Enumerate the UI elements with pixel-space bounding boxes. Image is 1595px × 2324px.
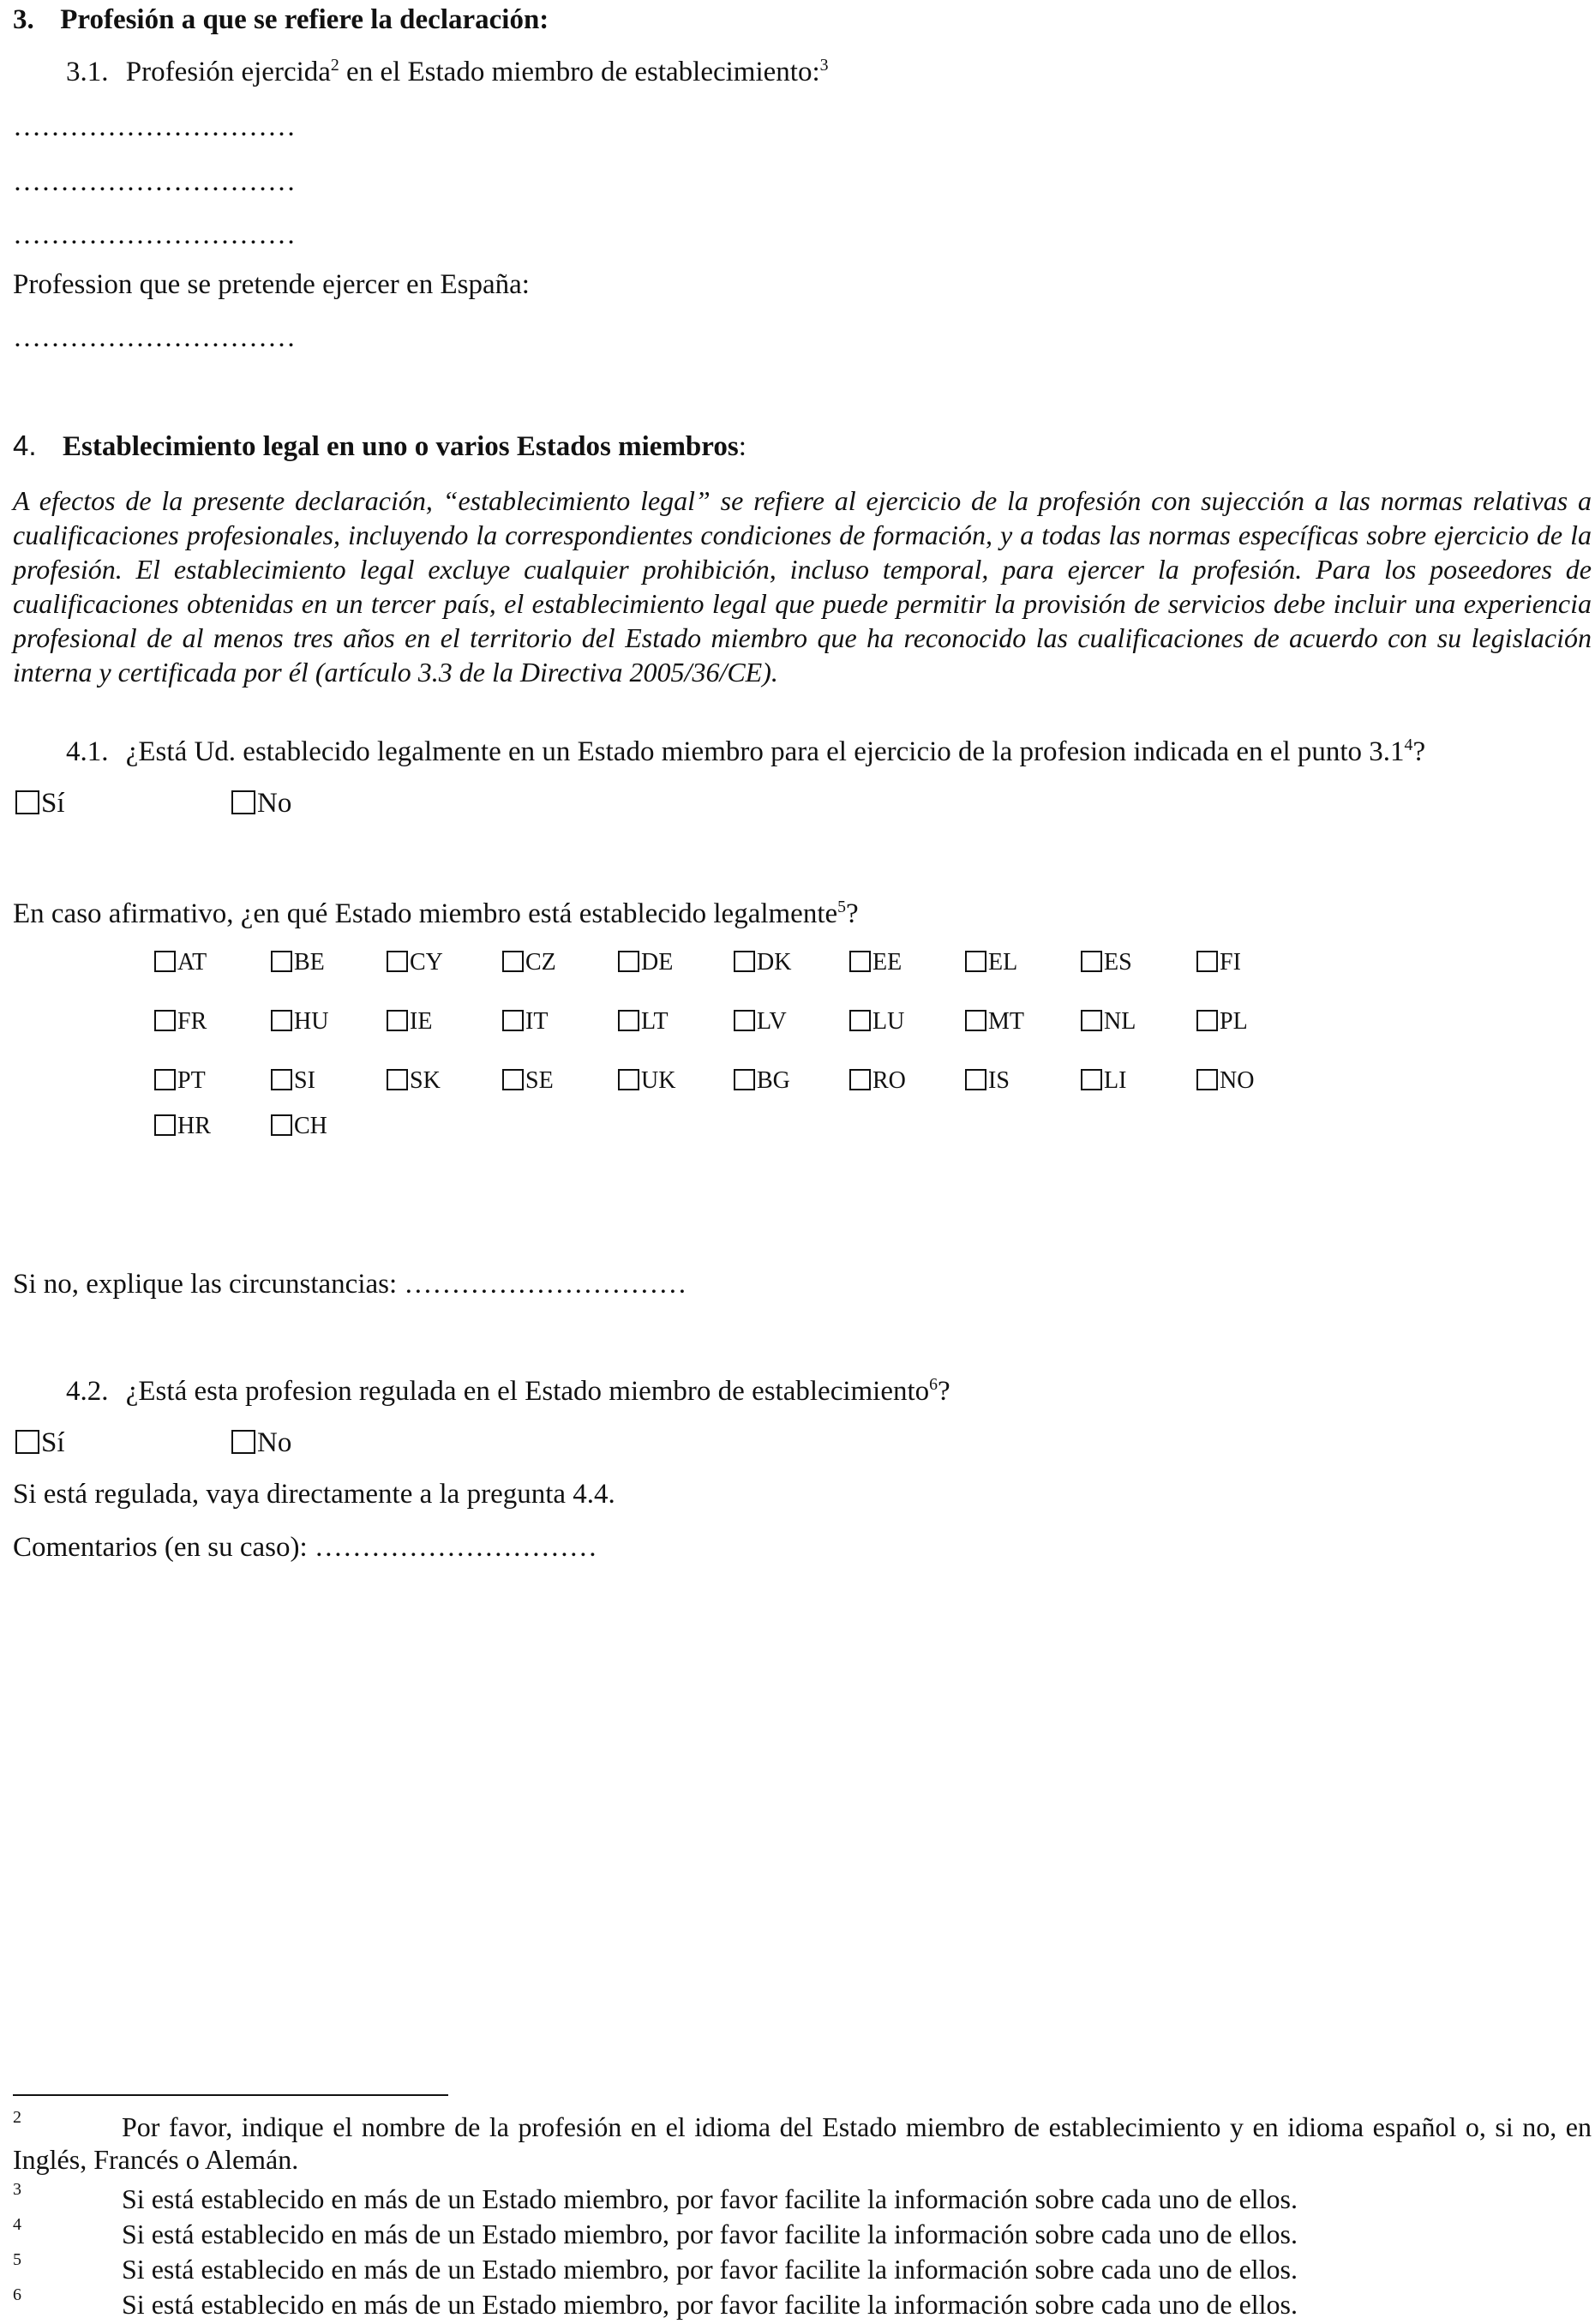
country-checkbox-hu[interactable] xyxy=(271,1010,292,1031)
country-option-it[interactable] xyxy=(502,1007,548,1036)
country-label-fr: FR xyxy=(177,1008,207,1035)
footnote-5 xyxy=(13,2250,1592,2285)
question-3-1 xyxy=(66,55,829,89)
country-option-no[interactable] xyxy=(1196,1066,1254,1096)
country-option-ie[interactable] xyxy=(387,1007,432,1036)
comments-field[interactable]: Comentarios (en su caso): ………………………… xyxy=(13,1532,597,1563)
country-option-de[interactable] xyxy=(618,948,673,977)
country-checkbox-es[interactable] xyxy=(1081,951,1102,972)
country-checkbox-dk[interactable] xyxy=(734,951,755,972)
footnote-3-text: Si está establecido en más de un Estado miembro, por favor facilite la información sobre cada uno de ellos. xyxy=(122,2183,1298,2214)
country-option-pt[interactable] xyxy=(154,1066,206,1096)
country-checkbox-cy[interactable] xyxy=(387,951,408,972)
country-checkbox-cz[interactable] xyxy=(502,951,524,972)
footnote-ref-3: 3 xyxy=(819,56,829,75)
country-option-uk[interactable] xyxy=(618,1066,675,1096)
country-checkbox-el[interactable] xyxy=(965,951,986,972)
country-checkbox-pl[interactable] xyxy=(1196,1010,1218,1031)
country-label-lv: LV xyxy=(757,1008,787,1035)
country-checkbox-ee[interactable] xyxy=(849,951,871,972)
country-checkbox-is[interactable] xyxy=(965,1069,986,1090)
country-label-nl: NL xyxy=(1104,1008,1136,1035)
country-option-pl[interactable] xyxy=(1196,1007,1248,1036)
affirmative-question: En caso afirmativo, ¿en qué Estado miembro está establecido legalmente$^5$? xyxy=(13,898,859,929)
country-checkbox-lv[interactable] xyxy=(734,1010,755,1031)
country-label-fi: FI xyxy=(1220,949,1241,976)
q42-no-option[interactable] xyxy=(231,1426,291,1460)
country-label-ro: RO xyxy=(872,1067,906,1094)
country-label-ee: EE xyxy=(872,949,902,976)
question-3-1-number: 3.1. xyxy=(66,57,109,87)
country-option-hr[interactable] xyxy=(154,1112,211,1141)
country-checkbox-se[interactable] xyxy=(502,1069,524,1090)
country-label-uk: UK xyxy=(641,1067,676,1094)
footnote-2-number: 2 xyxy=(13,2108,21,2127)
country-option-lv[interactable] xyxy=(734,1007,787,1036)
question-3-1-text: Profesión ejercida xyxy=(125,57,331,87)
country-label-li: LI xyxy=(1104,1067,1127,1094)
country-checkbox-sk[interactable] xyxy=(387,1069,408,1090)
profession-field-line-2[interactable]: ………………………… xyxy=(13,166,296,197)
q42-no-label: No xyxy=(257,1427,292,1458)
country-checkbox-li[interactable] xyxy=(1081,1069,1102,1090)
q41-yes-option[interactable] xyxy=(15,786,65,820)
country-label-lu: LU xyxy=(872,1008,905,1035)
profession-field-line-1[interactable]: ………………………… xyxy=(13,111,296,142)
footnote-3 xyxy=(13,2180,1592,2215)
country-checkbox-no[interactable] xyxy=(1196,1069,1218,1090)
country-option-at[interactable] xyxy=(154,948,207,977)
country-option-es[interactable] xyxy=(1081,948,1132,977)
country-option-fr[interactable] xyxy=(154,1007,207,1036)
country-option-ee[interactable] xyxy=(849,948,902,977)
country-checkbox-pt[interactable] xyxy=(154,1069,176,1090)
country-label-hr: HR xyxy=(177,1113,211,1139)
country-label-sk: SK xyxy=(410,1067,441,1094)
q42-no-checkbox[interactable] xyxy=(231,1430,255,1454)
country-option-dk[interactable] xyxy=(734,948,791,977)
section-4-colon: : xyxy=(738,431,747,462)
footnote-6 xyxy=(13,2285,1592,2321)
country-checkbox-ro[interactable] xyxy=(849,1069,871,1090)
section-4-heading xyxy=(13,429,747,464)
question-4-1: 4.1. ¿Está Ud. establecido legalmente en un Estado miembro para el ejercicio de la profesion indicada en el punto $3.1^4$? xyxy=(66,736,1426,767)
footnote-6-text: Si está establecido en más de un Estado miembro, por favor facilite la información sobre cada uno de ellos. xyxy=(122,2289,1298,2320)
country-label-at: AT xyxy=(177,949,207,976)
footnote-4 xyxy=(13,2215,1592,2250)
country-option-fi[interactable] xyxy=(1196,948,1241,977)
footnote-ref-4: 4 xyxy=(1404,736,1413,754)
section-4-title: Establecimiento legal en uno o varios Estados miembros xyxy=(63,431,739,462)
footnote-5-number: 5 xyxy=(13,2250,21,2269)
country-option-ro[interactable] xyxy=(849,1066,906,1096)
country-checkbox-it[interactable] xyxy=(502,1010,524,1031)
country-option-hu[interactable] xyxy=(271,1007,328,1036)
footnote-2-text: Por favor, indique el nombre de la profesión en el idioma del Estado miembro de establecimiento y en idioma español o, si no, en Inglés, Francés o Alemán. xyxy=(13,2111,1592,2175)
country-option-si[interactable] xyxy=(271,1066,315,1096)
country-checkbox-fi[interactable] xyxy=(1196,951,1218,972)
country-label-pt: PT xyxy=(177,1067,206,1094)
country-option-cy[interactable] xyxy=(387,948,443,977)
q41-yes-label: Sí xyxy=(41,788,65,819)
country-checkbox-si[interactable] xyxy=(271,1069,292,1090)
q41-no-checkbox[interactable] xyxy=(231,790,255,814)
country-option-bg[interactable] xyxy=(734,1066,790,1096)
country-checkbox-mt[interactable] xyxy=(965,1010,986,1031)
country-label-ch: CH xyxy=(294,1113,327,1139)
footnote-6-number: 6 xyxy=(13,2285,21,2304)
footnote-4-number: 4 xyxy=(13,2215,21,2234)
q42-yes-label: Sí xyxy=(41,1427,65,1458)
country-option-cz[interactable] xyxy=(502,948,556,977)
section-3-heading xyxy=(13,3,549,37)
country-label-ie: IE xyxy=(410,1008,433,1035)
country-option-el[interactable] xyxy=(965,948,1017,977)
footnote-2 xyxy=(13,2108,1592,2176)
country-label-cy: CY xyxy=(410,949,443,976)
footnote-ref-6: 6 xyxy=(929,1375,938,1394)
country-label-de: DE xyxy=(641,949,674,976)
section-3-title: Profesión a que se refiere la declaración: xyxy=(60,4,549,35)
country-checkbox-ie[interactable] xyxy=(387,1010,408,1031)
country-label-lt: LT xyxy=(641,1008,669,1035)
country-label-no: NO xyxy=(1220,1067,1255,1094)
footnote-4-text: Si está establecido en más de un Estado miembro, por favor facilite la información sobre cada uno de ellos. xyxy=(122,2219,1298,2249)
q41-no-option[interactable] xyxy=(231,786,291,820)
footnote-separator xyxy=(13,2094,448,2096)
q41-yes-checkbox[interactable] xyxy=(15,790,39,814)
affirmative-question-text: En caso afirmativo, ¿en qué Estado miembro está establecido legalmente xyxy=(13,898,838,929)
country-label-si: SI xyxy=(294,1067,315,1094)
q41-no-label: No xyxy=(257,788,292,819)
legal-establishment-paragraph: A efectos de la presente declaración, “establecimiento legal” se refiere al ejercicio de la profesión con sujección a las normas relativas a cualificaciones profesionales, incluyendo la correspondientes condiciones de formación, y a todas las normas específicas sobre ejercicio de la profesión. El establecimiento legal excluye cualquier prohibición, incluso temporal, para ejercer la profesión. Para los poseedores de cualificaciones obtenidas en un tercer país, el establecimiento legal que puede permitir la provisión de servicios debe incluir una experiencia profesional de al menos tres años en el territorio del Estado miembro que ha reconocido las cualificaciones de acuerdo con su legislación interna y certificada por él (artículo 3.3 de la Directiva 2005/36/CE). xyxy=(13,485,1592,688)
country-checkbox-hr[interactable] xyxy=(154,1114,176,1136)
country-option-lt[interactable] xyxy=(618,1007,669,1036)
if-not-explain-field[interactable]: Si no, explique las circunstancias: ………………………… xyxy=(13,1269,687,1300)
country-checkbox-lu[interactable] xyxy=(849,1010,871,1031)
country-option-is[interactable] xyxy=(965,1066,1010,1096)
country-checkbox-bg[interactable] xyxy=(734,1069,755,1090)
country-option-be[interactable] xyxy=(271,948,325,977)
footnote-5-text: Si está establecido en más de un Estado miembro, por favor facilite la información sobre cada uno de ellos. xyxy=(122,2254,1298,2285)
section-4-number: 4. xyxy=(13,429,37,461)
country-label-be: BE xyxy=(294,949,325,976)
country-checkbox-at[interactable] xyxy=(154,951,176,972)
country-label-bg: BG xyxy=(757,1067,790,1094)
country-label-se: SE xyxy=(525,1067,554,1094)
q42-yes-checkbox[interactable] xyxy=(15,1430,39,1454)
country-option-se[interactable] xyxy=(502,1066,554,1096)
section-3-number: 3. xyxy=(13,4,34,35)
country-option-lu[interactable] xyxy=(849,1007,904,1036)
question-4-1-text: ¿Está Ud. establecido legalmente en un Estado miembro para el ejercicio de la profesion indicada en el punto 3.1 xyxy=(125,736,1405,767)
country-checkbox-ch[interactable] xyxy=(271,1114,292,1136)
country-checkbox-lt[interactable] xyxy=(618,1010,639,1031)
country-checkbox-fr[interactable] xyxy=(154,1010,176,1031)
country-label-el: EL xyxy=(988,949,1018,976)
footnote-ref-5: 5 xyxy=(837,898,847,916)
country-checkbox-be[interactable] xyxy=(271,951,292,972)
country-option-li[interactable] xyxy=(1081,1066,1126,1096)
country-label-pl: PL xyxy=(1220,1008,1248,1035)
country-label-mt: MT xyxy=(988,1008,1024,1035)
country-label-is: IS xyxy=(988,1067,1010,1094)
question-4-1-number: 4.1. xyxy=(66,736,109,767)
country-label-dk: DK xyxy=(757,949,792,976)
country-option-ch[interactable] xyxy=(271,1112,327,1141)
country-option-nl[interactable] xyxy=(1081,1007,1136,1036)
profession-field-line-3[interactable]: ………………………… xyxy=(13,219,296,250)
q42-yes-option[interactable] xyxy=(15,1426,65,1460)
footnote-3-number: 3 xyxy=(13,2180,21,2199)
country-label-it: IT xyxy=(525,1008,549,1035)
country-checkbox-uk[interactable] xyxy=(618,1069,639,1090)
country-option-sk[interactable] xyxy=(387,1066,441,1096)
question-4-2-text: ¿Está esta profesion regulada en el Estado miembro de establecimiento xyxy=(125,1376,930,1407)
country-checkbox-de[interactable] xyxy=(618,951,639,972)
country-label-es: ES xyxy=(1104,949,1132,976)
country-label-cz: CZ xyxy=(525,949,556,976)
question-4-2-number: 4.2. xyxy=(66,1376,109,1407)
country-checkbox-nl[interactable] xyxy=(1081,1010,1102,1031)
profession-spain-field[interactable]: ………………………… xyxy=(13,322,296,353)
country-label-hu: HU xyxy=(294,1008,329,1035)
question-3-1-text-2: en el Estado miembro de establecimiento: xyxy=(339,57,820,87)
profession-spain-label: Profession que se pretende ejercer en España: xyxy=(13,269,530,300)
footnote-ref-2: 2 xyxy=(330,56,339,75)
question-4-2: 4.2. ¿Está esta profesion regulada en el Estado miembro de establecimiento$^6$? xyxy=(66,1375,950,1407)
regulated-note: Si está regulada, vaya directamente a la pregunta 4.4. xyxy=(13,1479,615,1510)
country-option-mt[interactable] xyxy=(965,1007,1024,1036)
